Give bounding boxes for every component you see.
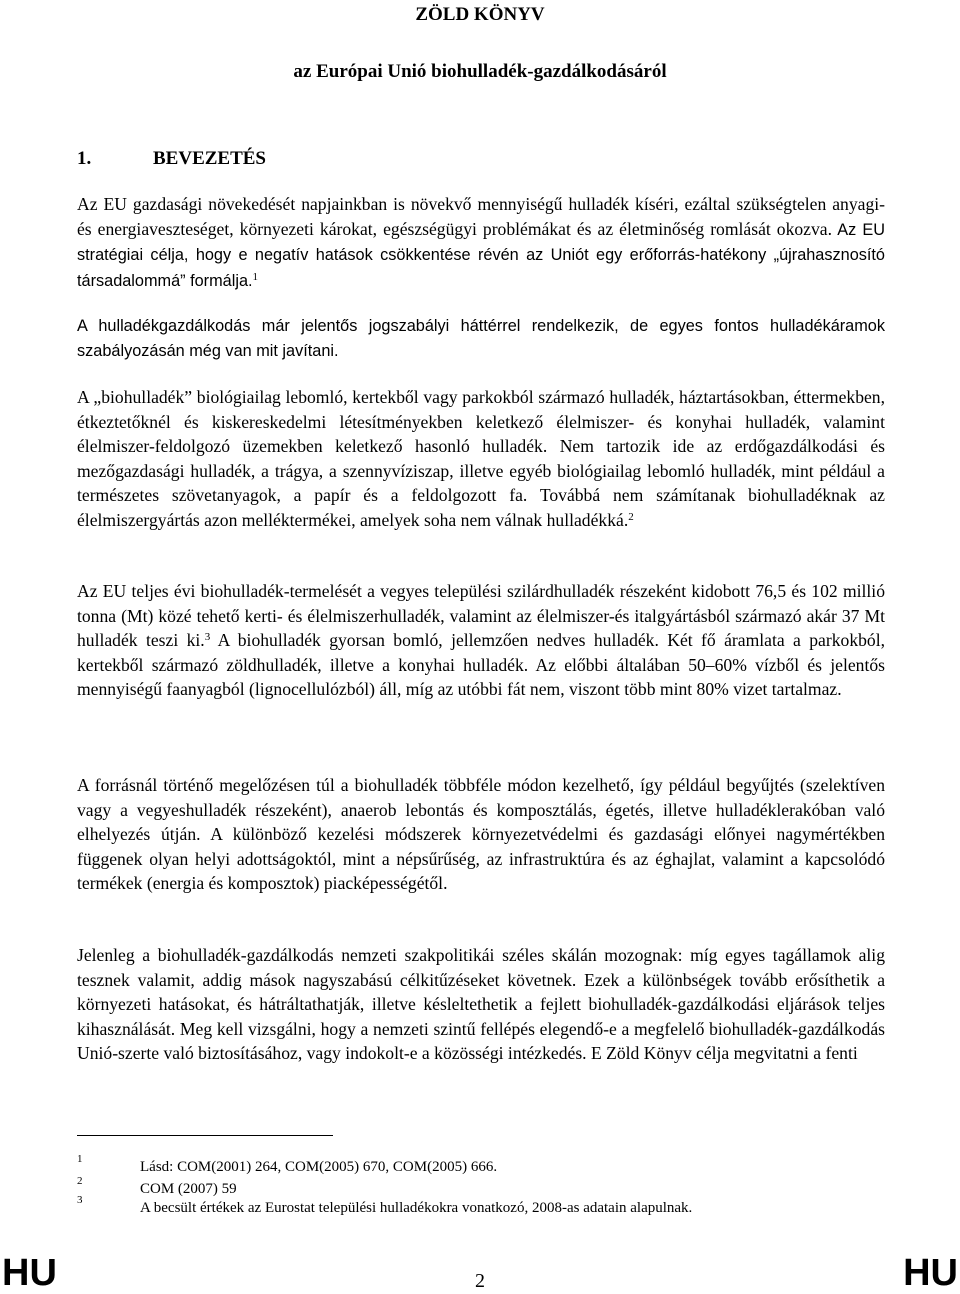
paragraph-5: A forrásnál történő megelőzésen túl a biohulladék többféle módon kezelhető, így például begyűjtés (szelektíven vagy a vegyeshulladék részeként), anaerob lebontás és komposztálás, égetés, illetve hulladéklerakóban való elhelyezés útján. A különböző kezelési módszerek környezetvédelmi és gazdasági előnyei nagymértékben függenek olyan helyi adottságoktól, mint a népsűrűség, az infrastruktúra és az éghajlat, valamint a kapcsolódó termékek (energia és komposztok) piacképességétől. — [77, 775, 885, 894]
paragraph-6: Jelenleg a biohulladék-gazdálkodás nemzeti szakpolitikái széles skálán mozognak: míg egyes tagállamok alig tesznek valamit, addig mások nagyszabású célkitűzéseket követnek. Ezek a különbségek tovább erősíthetik a környezeti hatásokat, és hátráltathatják, illetve késleltethetik a fejlett biohulladék-gazdálkodási eljárások teljes kihasználását. Meg kell vizsgálni, hogy a nemzeti szintű fellépés elegendő-e a megfelelő biohulladék-gazdálkodás Unió-szerte való biztosításához, vagy indokolt-e a közösségi intézkedés. E Zöld Könyv célja megvitatni a fenti — [77, 945, 885, 1064]
footnote-2-number: 2 — [77, 1175, 83, 1187]
footer-language-right: HU — [903, 1252, 958, 1294]
footnote-ref-2: 2 — [628, 510, 634, 523]
footnote-1-text: Lásd: COM(2001) 264, COM(2005) 670, COM(2005) 666. — [140, 1159, 498, 1175]
footnote-separator — [77, 1135, 333, 1136]
section-title: BEVEZETÉS — [153, 148, 266, 169]
paragraph-1-sans-text: Az EU stratégiai célja, hogy e negatív hatások csökkentése révén az Uniót egy erőforrás-hatékony „újrahasznosító társadalommá” formálja. — [77, 220, 886, 290]
paragraph-3-text: A „biohulladék” biológiailag lebomló, kertekből vagy parkokból származó hulladék, háztartásokban, éttermekben, étkeztetőknél és kiskereskedelmi létesítményekben keletkező élelmiszer- és konyhai hulladék, valamint élelmiszer-feldolgozó üzemekben keletkező hasonló hulladék. Nem tartozik ide az erdőgazdálkodási és mezőgazdasági hulladék, a trágya, a szennyvíziszap, illetve egyéb biológiailag lebomló hulladék, mint például a természetes szövetanyagok, a papír és a feldolgozott fa. Továbbá nem számítanak biohulladéknak az élelmiszergyártás azon melléktermékei, amelyek soha nem válnak hulladékká. — [77, 387, 885, 530]
paragraph-3 — [77, 385, 885, 533]
footnote-1-number: 1 — [77, 1153, 83, 1165]
paragraph-4-text-a: Az EU teljes évi biohulladék-termelését a vegyes települési szilárdhulladék részeként kidobott 76,5 és 102 millió tonna (Mt) közé tehető kerti- és élelmiszerhulladék, valamint az élelmiszer-és italgyártásból származó akár 37 Mt hulladék teszi ki. — [77, 581, 885, 651]
paragraph-4-text-b: A biohulladék gyorsan bomló, jellemzően nedves hulladék. Két fő áramlata a parkokból, kertekből származó zöldhulladék, illetve a konyhai hulladék. Az előbbi általában 50–60% vízből és jelentős mennyiségű faanyagból (lignocellulózból) áll, míg az utóbbi fát nem, viszont több mint 80% vizet tartalmaz. — [77, 630, 885, 700]
footnote-3-text: A becsült értékek az Eurostat települési hulladékokra vonatkozó, 2008-as adatain alapulnak. — [140, 1200, 693, 1216]
section-number: 1. — [77, 148, 92, 169]
paragraph-2: A hulladékgazdálkodás már jelentős jogszabályi háttérrel rendelkezik, de egyes fontos hulladékáramok szabályozásán még van mit javítani. — [77, 317, 885, 360]
footnote-3 — [77, 1194, 885, 1220]
paragraph-1 — [77, 192, 885, 293]
paragraph-4 — [77, 579, 885, 702]
page-number: 2 — [475, 1270, 485, 1292]
document-title: ZÖLD KÖNYV — [415, 4, 545, 25]
paragraph-1-serif-text: Az EU gazdasági növekedését napjainkban is növekvő mennyiségű hulladék kíséri, ezáltal szükségtelen anyagi- és energiaveszteséget, környezeti károkat, egészségügyi problémákat és az életminőség romlását okozva. — [77, 194, 885, 239]
footnote-2 — [77, 1175, 885, 1201]
document-subtitle: az Európai Unió biohulladék-gazdálkodásáról — [293, 61, 667, 82]
footnote-1 — [77, 1153, 885, 1179]
footnote-3-number: 3 — [77, 1194, 83, 1206]
footnote-2-text: COM (2007) 59 — [140, 1181, 237, 1197]
footer-language-left: HU — [2, 1252, 57, 1294]
footnote-ref-3: 3 — [204, 631, 211, 644]
footnote-ref-1: 1 — [252, 270, 259, 283]
